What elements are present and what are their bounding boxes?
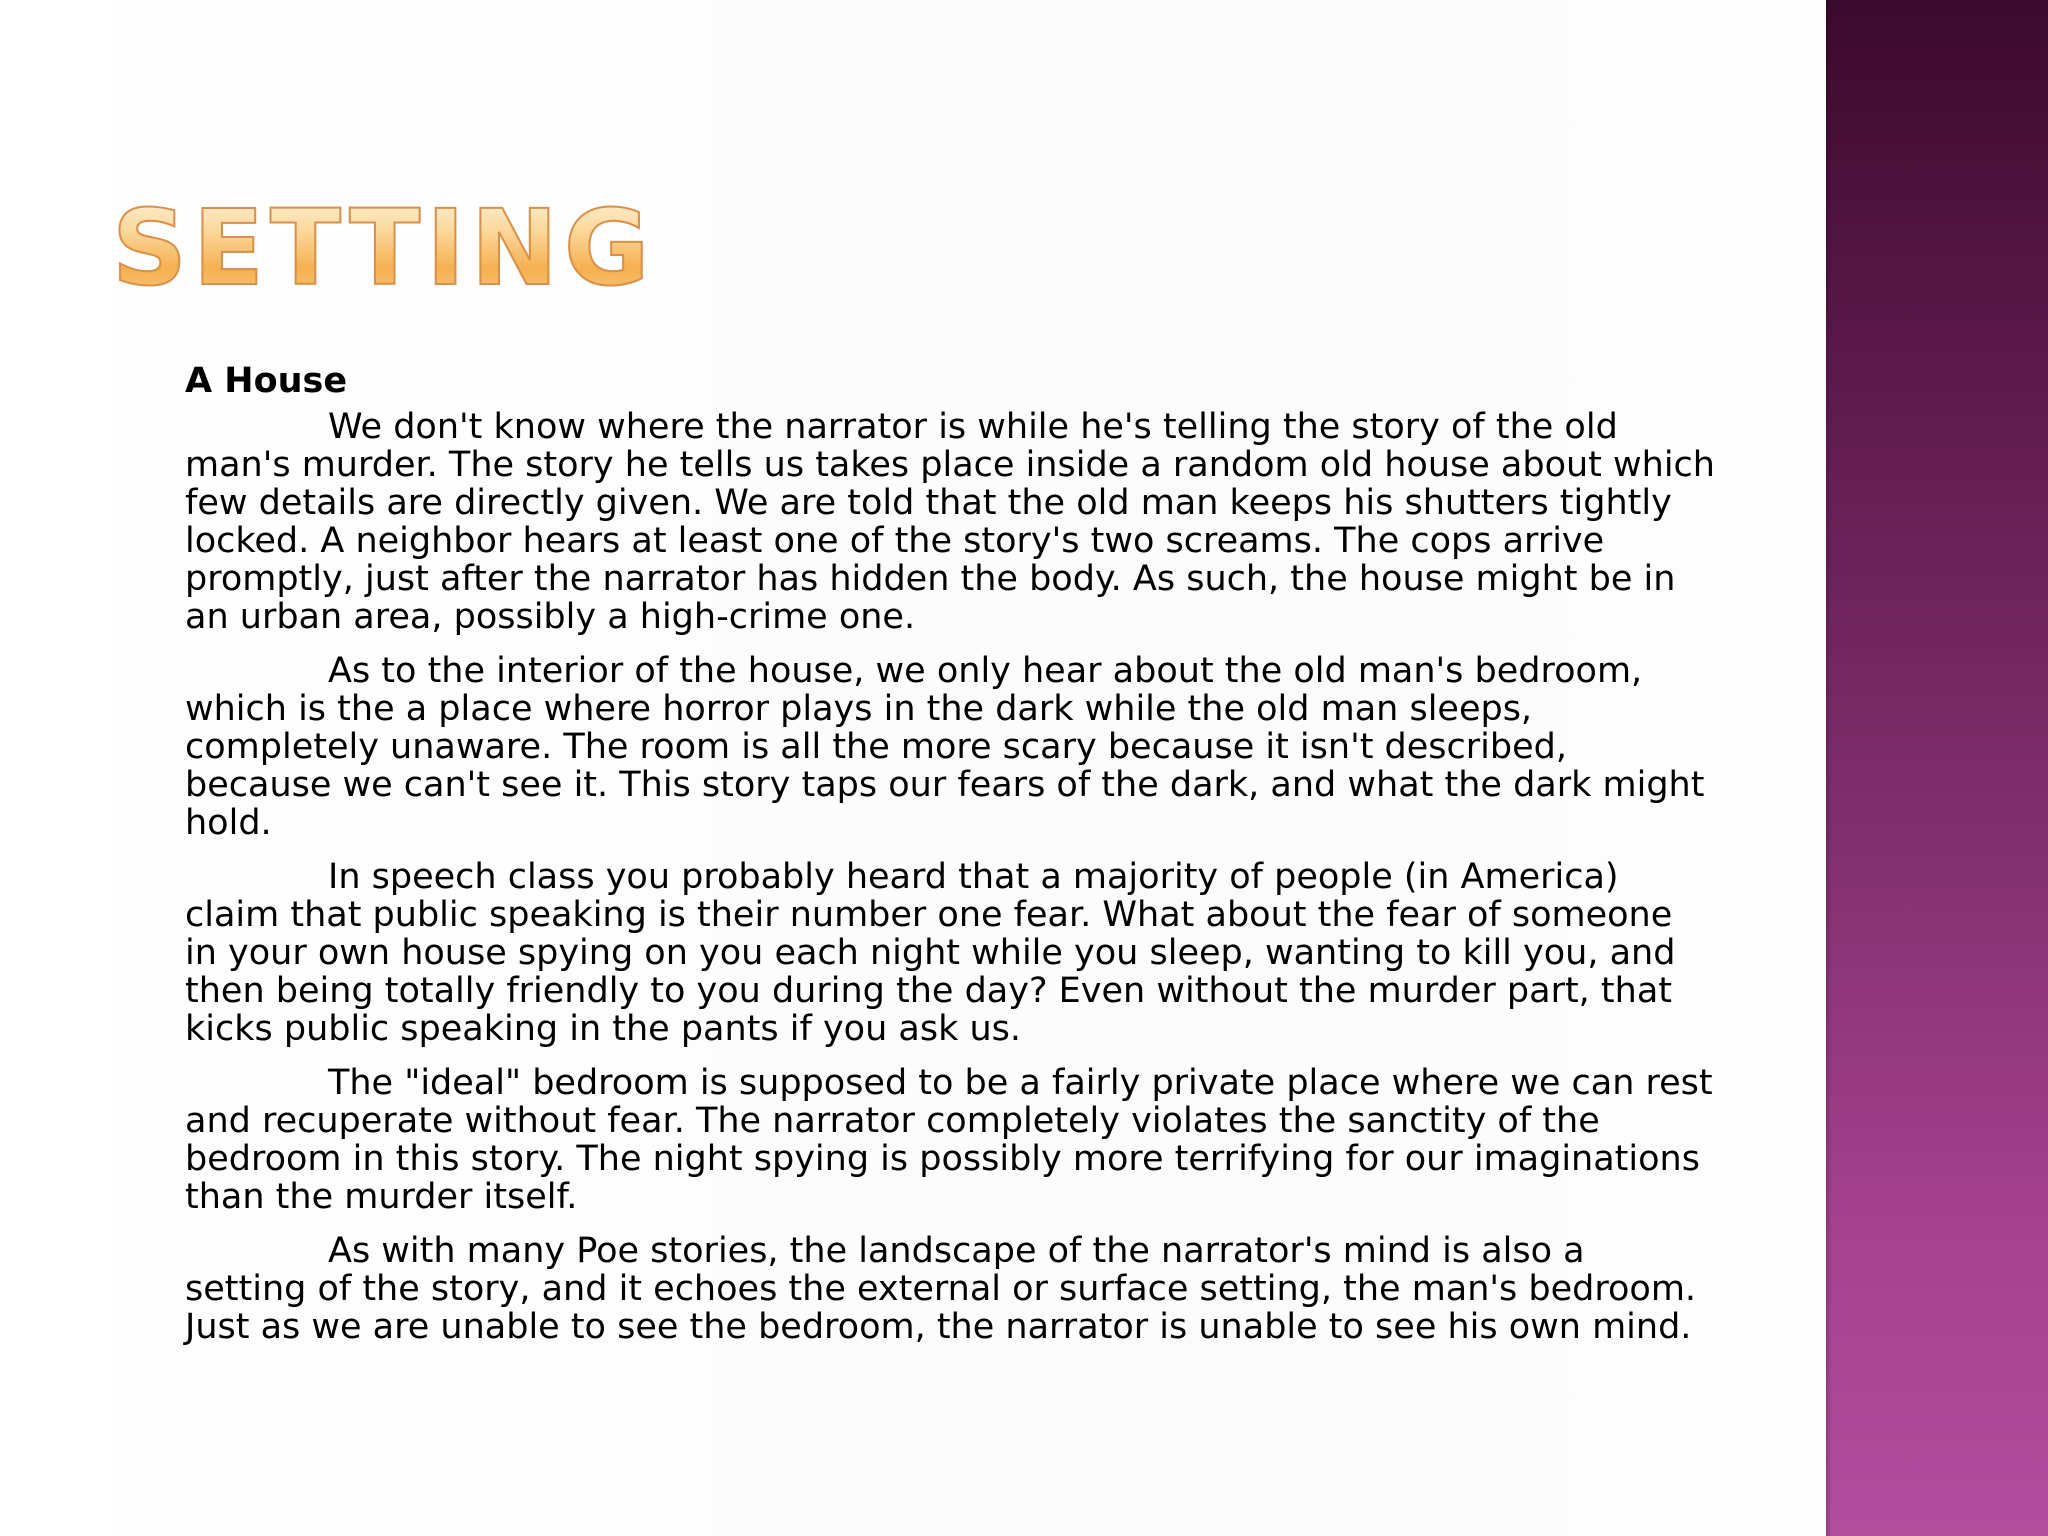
decorative-side-panel	[1826, 0, 2048, 1536]
section-heading: A House	[185, 361, 348, 401]
slide-body	[185, 362, 1715, 1362]
paragraph-4: The "ideal" bedroom is supposed to be a fairly private place where we can rest and recuperate without fear. The narrator completely violates the sanctity of the bedroom in this story. The night spying is possibly more terrifying for our imaginations than the murder itself.	[185, 1063, 1713, 1217]
paragraph-2: As to the interior of the house, we only hear about the old man's bedroom, which is the a place where horror plays in the dark while the old man sleeps, completely unaware. The room is all the more scary because it isn't described, because we can't see it. This story taps our fears of the dark, and what the dark might hold.	[185, 651, 1705, 843]
paragraph-1: We don't know where the narrator is while he's telling the story of the old man's murder. The story he tells us takes place inside a random old house about which few details are directly given. We are told that the old man keeps his shutters tightly locked. A neighbor hears at least one of the story's two screams. The cops arrive promptly, just after the narrator has hidden the body. As such, the house might be in an urban area, possibly a high-crime one.	[185, 407, 1715, 637]
paragraph-5: As with many Poe stories, the landscape of the narrator's mind is also a setting of the story, and it echoes the external or surface setting, the man's bedroom. Just as we are unable to see the bedroom, the narrator is unable to see his own mind.	[185, 1231, 1697, 1347]
slide-title: SETTING	[112, 187, 656, 309]
side-panel-shadow	[1826, 0, 1832, 1536]
paragraph-3: In speech class you probably heard that a majority of people (in America) claim that public speaking is their number one fear. What about the fear of someone in your own house spying on you each night while you sleep, wanting to kill you, and then being totally friendly to you during the day? Even without the murder part, that kicks public speaking in the pants if you ask us.	[185, 857, 1676, 1049]
